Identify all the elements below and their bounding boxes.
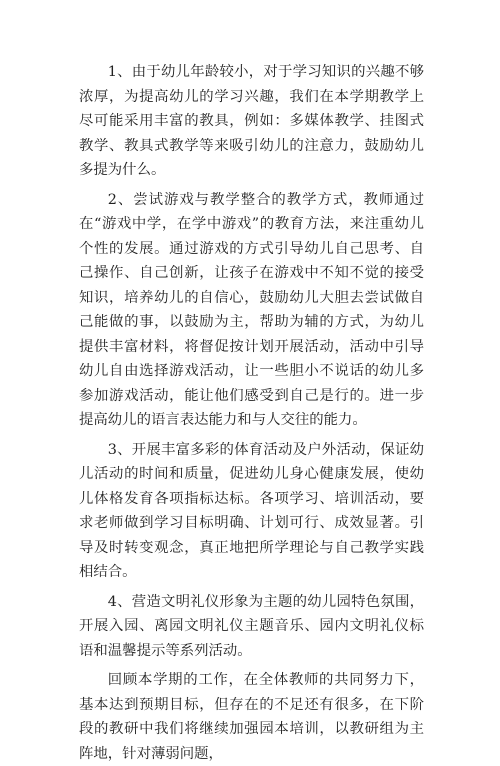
- paragraph-5: 回顾本学期的工作，在全体教师的共同努力下，基本达到预期目标，但存在的不足还有很多，在下阶段的教研中我们将继续加强园本培训，以教研组为主阵地，针对薄弱问题，: [79, 672, 424, 762]
- paragraph-4: 4、营造文明礼仪形象为主题的幼儿园特色氛围，开展入园、离园文明礼仪主题音乐、园内文明礼仪标语和温馨提示等系列活动。: [79, 593, 424, 659]
- paragraph-3: 3、开展丰富多彩的体育活动及户外活动，保证幼儿活动的时间和质量，促进幼儿身心健康发展，使幼儿体格发育各项指标达标。各项学习、培训活动，要求老师做到学习目标明确、计划可行、成效显著。引导及时转变观念，真正地把所学理论与自己教学实践相结合。: [79, 441, 424, 580]
- paragraph-1: 1、由于幼儿年龄较小，对于学习知识的兴趣不够浓厚，为提高幼儿的学习兴趣，我们在本学期教学上尽可能采用丰富的教具，例如：多媒体教学、挂图式教学、教具式教学等来吸引幼儿的注意力，鼓励幼儿多提为什么。: [79, 64, 424, 178]
- document-body: [79, 60, 424, 766]
- paragraph-2: 2、尝试游戏与教学整合的教学方式，教师通过在“游戏中学，在学中游戏”的教育方法，来注重幼儿个性的发展。通过游戏的方式引导幼儿自己思考、自己操作、自己创新，让孩子在游戏中不知不觉的接受知识，培养幼儿的自信心，鼓励幼儿大胆去尝试做自己能做的事，以鼓励为主，帮助为辅的方式，为幼儿提供丰富材料，将督促按计划开展活动，活动中引导幼儿自由选择游戏活动，让一些胆小不说话的幼儿多参加游戏活动，能让他们感受到自己是行的。进一步提高幼儿的语言表达能力和与人交往的能力。: [79, 191, 424, 428]
